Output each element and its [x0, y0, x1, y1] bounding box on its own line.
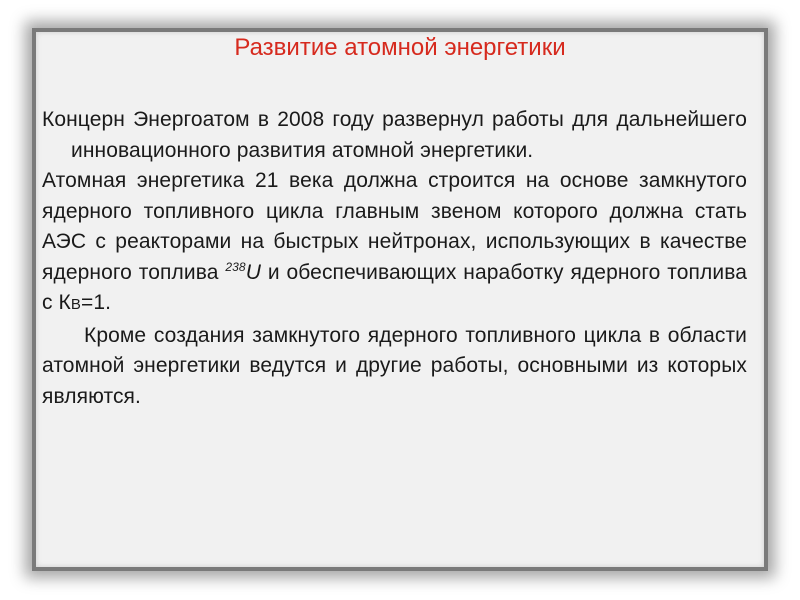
isotope-mass-number: 238	[225, 259, 246, 274]
paragraph-energoatom: Концерн Энергоатом в 2008 году развернул работы для дальнейшего инновационного развития атомной энергетики.	[42, 108, 747, 162]
isotope-symbol: U	[245, 260, 261, 284]
slide-title: Развитие атомной энергетики	[234, 34, 566, 61]
fuel-cycle-text: Атомная энергетика 21 века должна строится на основе замкнутого ядерного топливного цикла главным звеном которого должна стать АЭС с реакторами на быстрых нейтронах, использующих в качестве ядерного топлива	[42, 169, 747, 284]
paragraph-other-works: Кроме создания замкнутого ядерного топливного цикла в области атомной энергетики ведутся и другие работы, основными из которых являются.	[42, 323, 747, 408]
paragraph-fuel-cycle	[42, 166, 747, 321]
slide-body	[42, 105, 747, 412]
fuel-production-text: и обеспечивающих наработку ядерного топлива с	[42, 260, 747, 314]
kb-value: =1.	[81, 291, 112, 314]
kb-symbol: К	[58, 291, 71, 314]
kb-subscript: В	[70, 296, 81, 313]
